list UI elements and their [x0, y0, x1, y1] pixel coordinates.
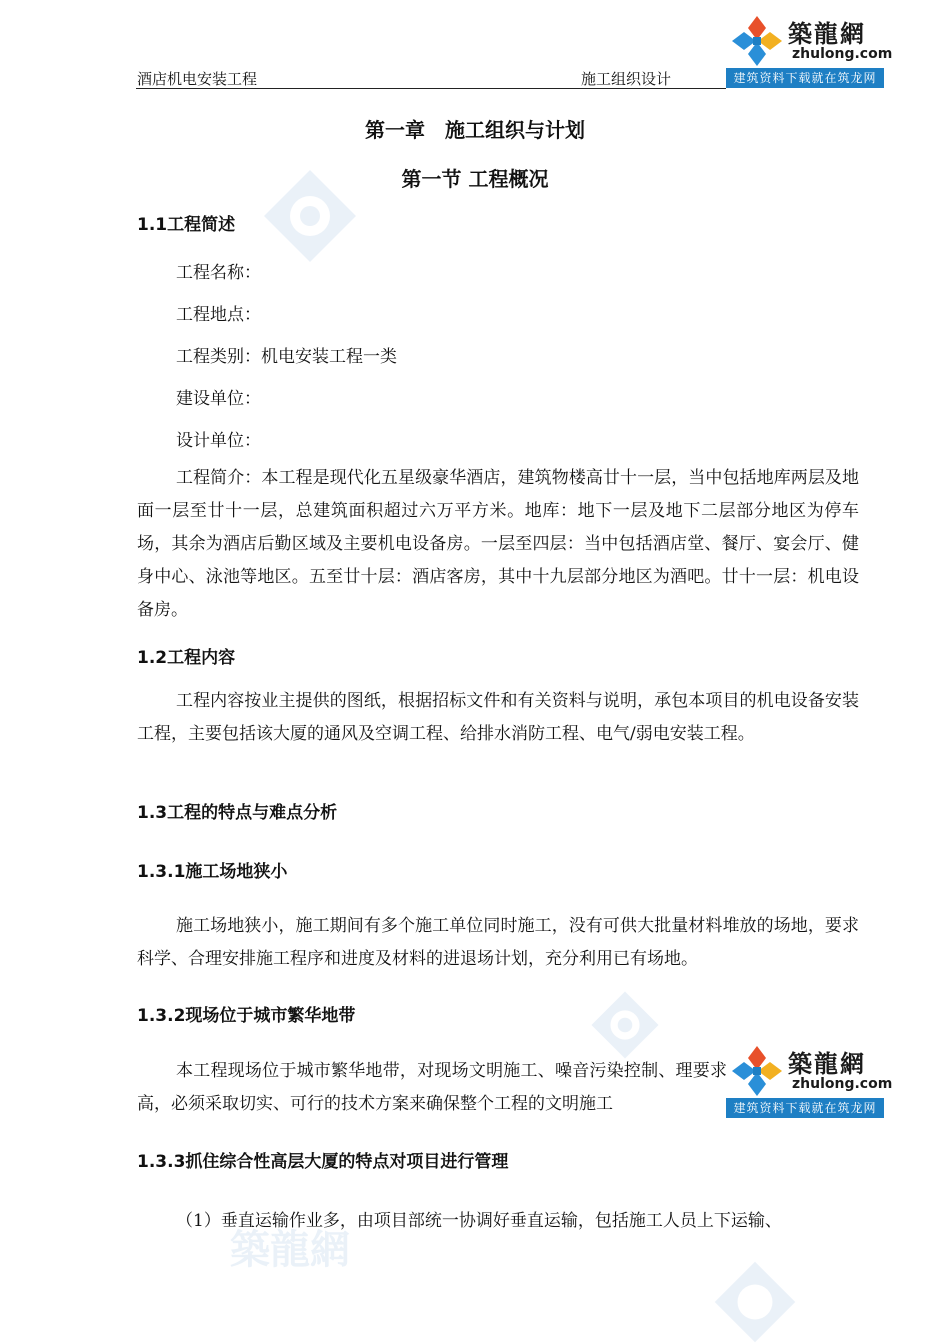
heading-1-3-3: 1.3.3抓住综合性高层大厦的特点对项目进行管理 — [137, 1152, 509, 1172]
logo-banner-bottom: 建筑资料下载就在筑龙网 — [726, 1098, 884, 1118]
logo-banner: 建筑资料下载就在筑龙网 — [726, 68, 884, 88]
section-title: 第一节 工程概况 — [401, 167, 549, 191]
heading-1-1: 1.1工程简述 — [137, 215, 236, 235]
header-right-title: 施工组织设计 — [581, 70, 672, 88]
project-intro-paragraph: 工程简介：本工程是现代化五星级豪华酒店，建筑物楼高廿十一层，当中包括地库两层及地面一层至廿十一层，总建筑面积超过六万平方米。地库：地下一层及地下二层部分地区为停车场，其余为酒店后勤区域及主要机电设备房。一层至四层：当中包括酒店堂、餐厅、宴会厅、健身中心、泳池等地区。五至廿十层：酒店客房，其中十九层部分地区为酒吧。廿十一层：机电设备房。 — [137, 468, 859, 620]
chapter-title: 第一章 施工组织与计划 — [365, 118, 585, 142]
downtown-site-paragraph: 本工程现场位于城市繁华地带，对现场文明施工、噪音污染控制、理要求高，必须采取切实、可行的技术方案来确保整个工程的文明施工 — [137, 1061, 727, 1114]
heading-1-3-1: 1.3.1施工场地狭小 — [137, 862, 288, 882]
field-project-name: 工程名称： — [176, 263, 261, 283]
logo-domain: zhulong.com — [792, 46, 893, 62]
site-narrow-paragraph: 施工场地狭小，施工期间有多个施工单位同时施工，没有可供大批量材料堆放的场地，要求科学、合理安排施工程序和进度及材料的进退场计划，充分利用已有场地。 — [137, 916, 859, 969]
header-left-title: 酒店机电安装工程 — [137, 70, 258, 88]
heading-1-3: 1.3工程的特点与难点分析 — [137, 803, 338, 823]
zhulong-emblem-icon — [728, 14, 786, 68]
logo-domain-bottom: zhulong.com — [792, 1076, 893, 1092]
heading-1-2: 1.2工程内容 — [137, 648, 236, 668]
field-owner: 建设单位： — [176, 389, 261, 409]
watermark-emblem-icon-2 — [590, 990, 660, 1060]
project-scope-paragraph: 工程内容按业主提供的图纸，根据招标文件和有关资料与说明，承包本项目的机电设备安装工程，主要包括该大厦的通风及空调工程、给排水消防工程、电气/弱电安装工程。 — [137, 691, 859, 744]
zhulong-logo-top[interactable] — [726, 10, 893, 88]
watermark-text: 築龍網 — [230, 1226, 350, 1273]
vertical-transport-item: （1）垂直运输作业多，由项目部统一协调好垂直运输，包括施工人员上下运输、 — [176, 1211, 782, 1231]
field-project-category: 工程类别：机电安装工程一类 — [176, 347, 397, 367]
logo-name-bottom: 築龍網 — [788, 1049, 866, 1078]
field-designer: 设计单位： — [176, 431, 261, 451]
field-project-location: 工程地点： — [176, 305, 261, 325]
zhulong-logo-bottom[interactable] — [726, 1040, 893, 1118]
zhulong-emblem-icon-bottom — [728, 1044, 786, 1098]
header-rule — [136, 88, 726, 89]
heading-1-3-2: 1.3.2现场位于城市繁华地带 — [137, 1006, 356, 1026]
watermark-emblem-icon-3 — [710, 1260, 800, 1344]
logo-name: 築龍網 — [788, 19, 866, 48]
